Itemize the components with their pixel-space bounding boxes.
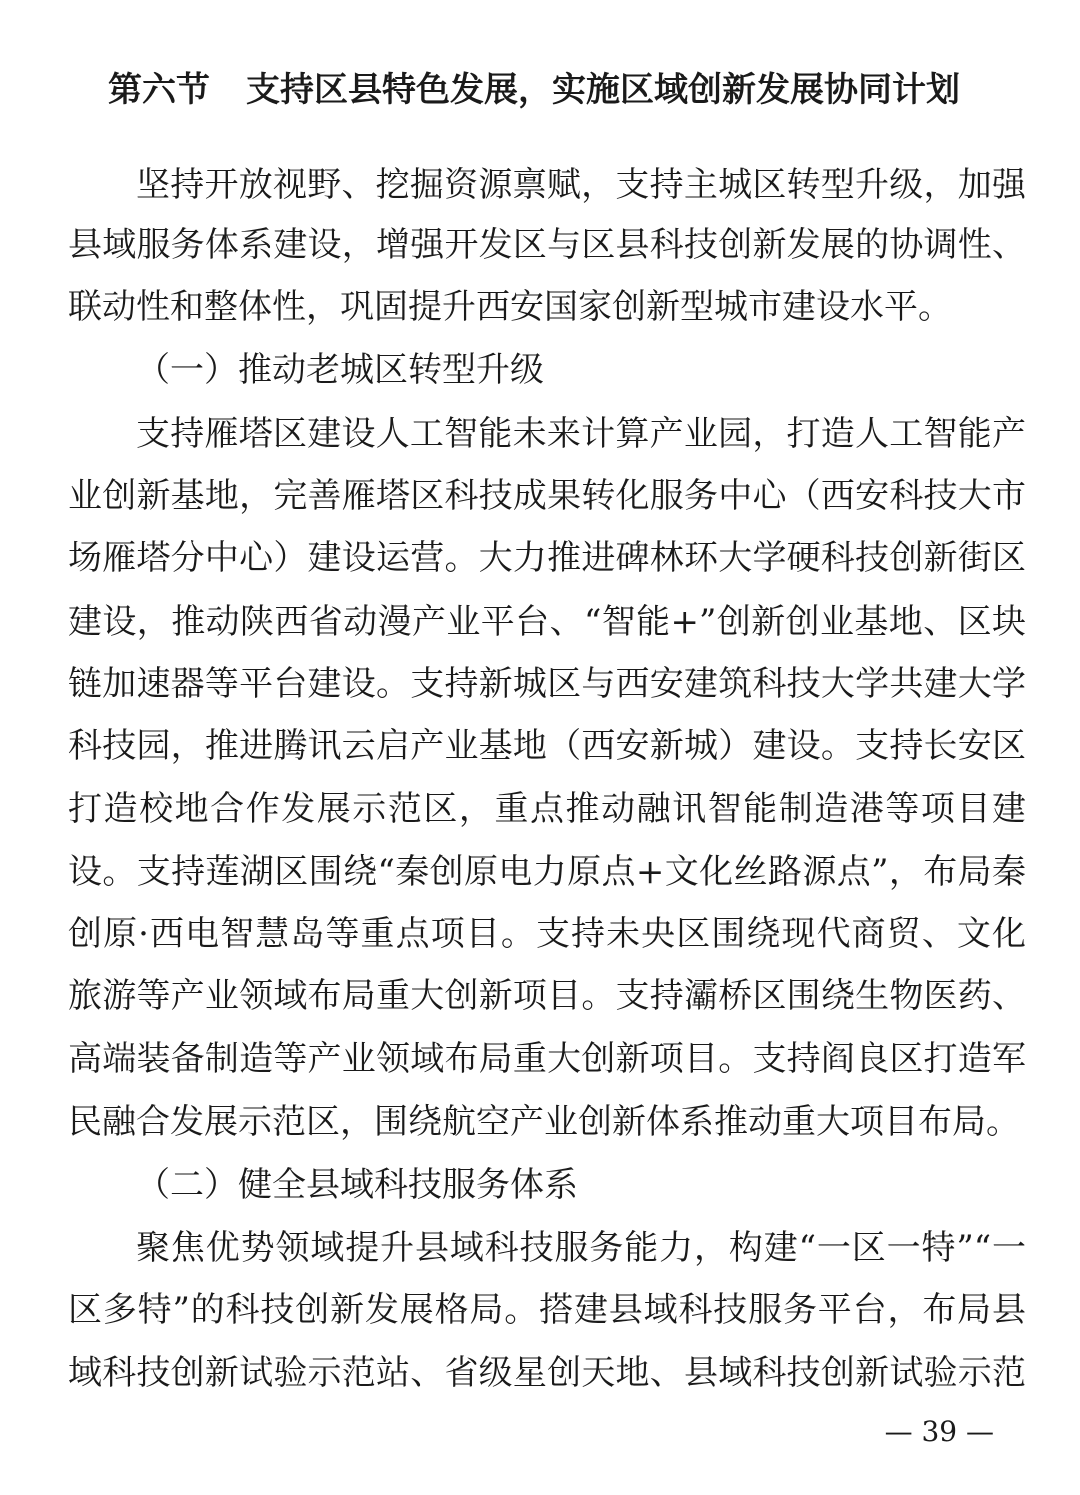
intro-line: 联动性和整体性，巩固提升西安国家创新型城市建设水平。 xyxy=(68,287,952,327)
body-line: 聚焦优势领域提升县域科技服务能力，构建“一区一特”“一 xyxy=(136,1228,1026,1268)
body-line: 科技园，推进腾讯云启产业基地（西安新城）建设。支持长安区 xyxy=(68,726,1026,766)
section-label: 第六节 xyxy=(108,70,210,110)
body-line: 场雁塔分中心）建设运营。大力推进碑林环大学硬科技创新街区 xyxy=(68,538,1026,578)
body-line: 业创新基地，完善雁塔区科技成果转化服务中心（西安科技大市 xyxy=(68,476,1026,516)
body-line: 设。支持莲湖区围绕“秦创原电力原点+文化丝路源点”，布局秦 xyxy=(68,852,1026,892)
body-line: 域科技创新试验示范站、省级星创天地、县域科技创新试验示范 xyxy=(68,1353,1026,1393)
page-number: — 39 — xyxy=(884,1415,994,1448)
body-line: 民融合发展示范区，围绕航空产业创新体系推动重大项目布局。 xyxy=(68,1102,1020,1142)
body-line: 旅游等产业领域布局重大创新项目。支持灞桥区围绕生物医药、 xyxy=(68,976,1026,1016)
body-line: 高端装备制造等产业领域布局重大创新项目。支持阎良区打造军 xyxy=(68,1039,1026,1079)
intro-line: 县域服务体系建设，增强开发区与区县科技创新发展的协调性、 xyxy=(68,225,1026,265)
intro-line: 坚持开放视野、挖掘资源禀赋，支持主城区转型升级，加强 xyxy=(136,165,1026,205)
body-line: 链加速器等平台建设。支持新城区与西安建筑科技大学共建大学 xyxy=(68,664,1026,704)
subsection-heading-1: （一）推动老城区转型升级 xyxy=(136,350,544,390)
body-line: 创原·西电智慧岛等重点项目。支持未央区围绕现代商贸、文化 xyxy=(68,914,1026,954)
body-line: 打造校地合作发展示范区，重点推动融讯智能制造港等项目建 xyxy=(68,789,1026,829)
body-line: 区多特”的科技创新发展格局。搭建县域科技服务平台，布局县 xyxy=(68,1290,1026,1330)
subsection-heading-2: （二）健全县域科技服务体系 xyxy=(136,1165,578,1205)
body-line: 支持雁塔区建设人工智能未来计算产业园，打造人工智能产 xyxy=(136,414,1026,454)
body-line: 建设，推动陕西省动漫产业平台、“智能+”创新创业基地、区块 xyxy=(68,602,1026,642)
section-title xyxy=(108,64,1008,116)
section-heading-text: 支持区县特色发展，实施区域创新发展协同计划 xyxy=(246,70,960,110)
